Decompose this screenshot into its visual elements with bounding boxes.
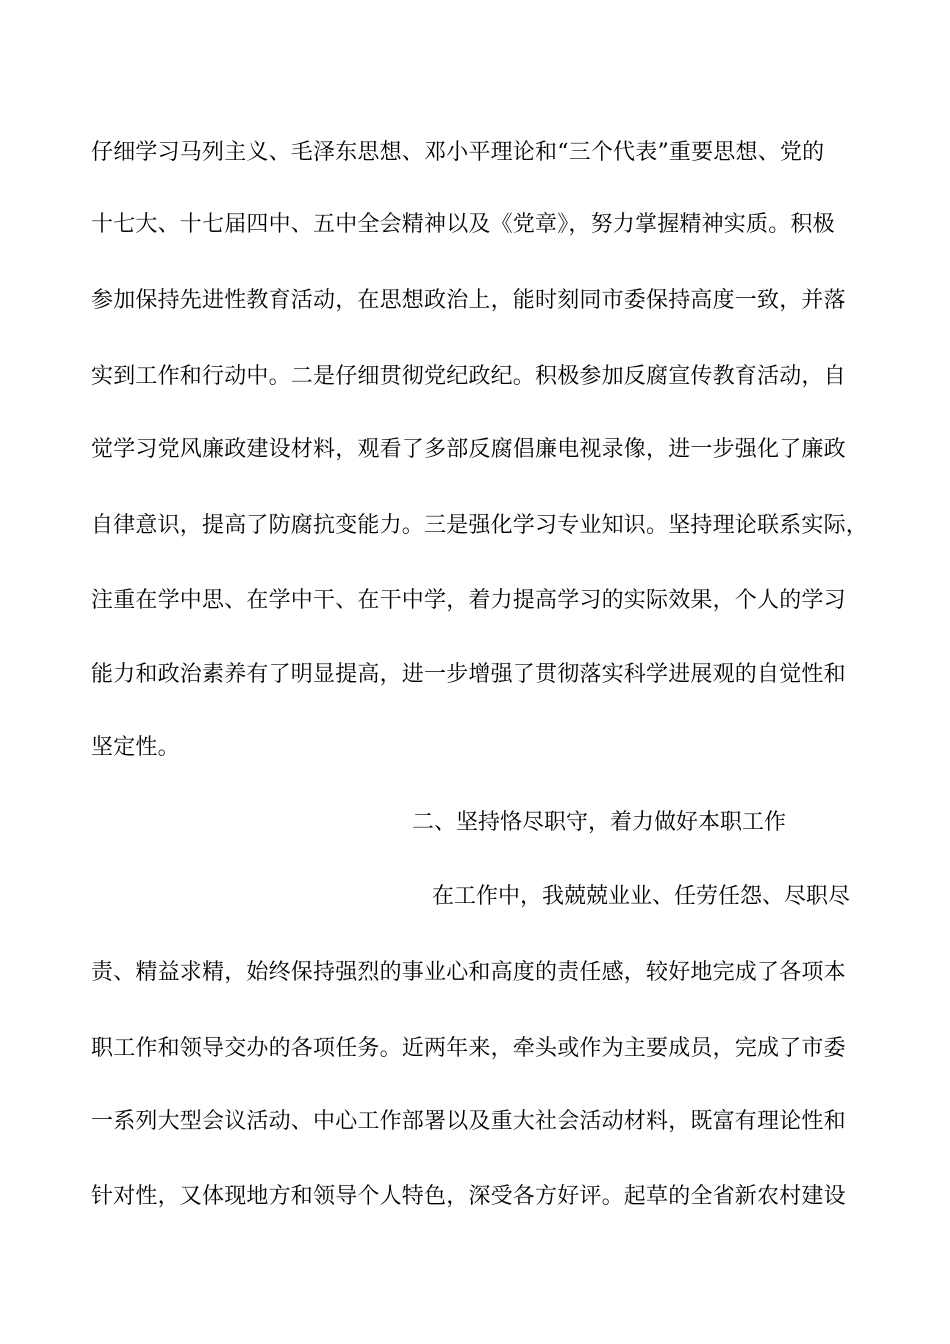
paragraph-line: 觉学习党风廉政建设材料，观看了多部反腐倡廉电视录像，进一步强化了廉政	[91, 437, 846, 462]
paragraph-line: 注重在学中思、在学中干、在干中学，着力提高学习的实际效果，个人的学习	[91, 588, 846, 613]
paragraph-line: 职工作和领导交办的各项任务。近两年来，牵头或作为主要成员，完成了市委	[91, 1036, 846, 1061]
paragraph-line: 坚定性。	[91, 735, 180, 760]
paragraph-line: 能力和政治素养有了明显提高，进一步增强了贯彻落实科学进展观的自觉性和	[91, 662, 846, 687]
paragraph-line: 参加保持先进性教育活动，在思想政治上，能时刻同市委保持高度一致，并落	[91, 288, 846, 313]
paragraph-line: 责、精益求精，始终保持强烈的事业心和高度的责任感，较好地完成了各项本	[91, 960, 846, 985]
section-heading: 二、坚持恪尽职守，着力做好本职工作	[412, 810, 787, 835]
paragraph-line: 针对性，又体现地方和领导个人特色，深受各方好评。起草的全省新农村建设	[91, 1184, 846, 1209]
paragraph-line: 自律意识，提高了防腐抗变能力。三是强化学习专业知识。坚持理论联系实际，	[91, 513, 869, 538]
paragraph-line: 仔细学习马列主义、毛泽东思想、邓小平理论和“三个代表”重要思想、党的	[91, 140, 825, 165]
paragraph-line: 一系列大型会议活动、中心工作部署以及重大社会活动材料，既富有理论性和	[91, 1109, 846, 1134]
paragraph-line: 十七大、十七届四中、五中全会精神以及《党章》，努力掌握精神实质。积极	[91, 212, 835, 237]
paragraph-line: 实到工作和行动中。二是仔细贯彻党纪政纪。积极参加反腐宣传教育活动，自	[91, 364, 846, 389]
paragraph-first-line: 在工作中，我兢兢业业、任劳任怨、尽职尽	[432, 884, 851, 909]
